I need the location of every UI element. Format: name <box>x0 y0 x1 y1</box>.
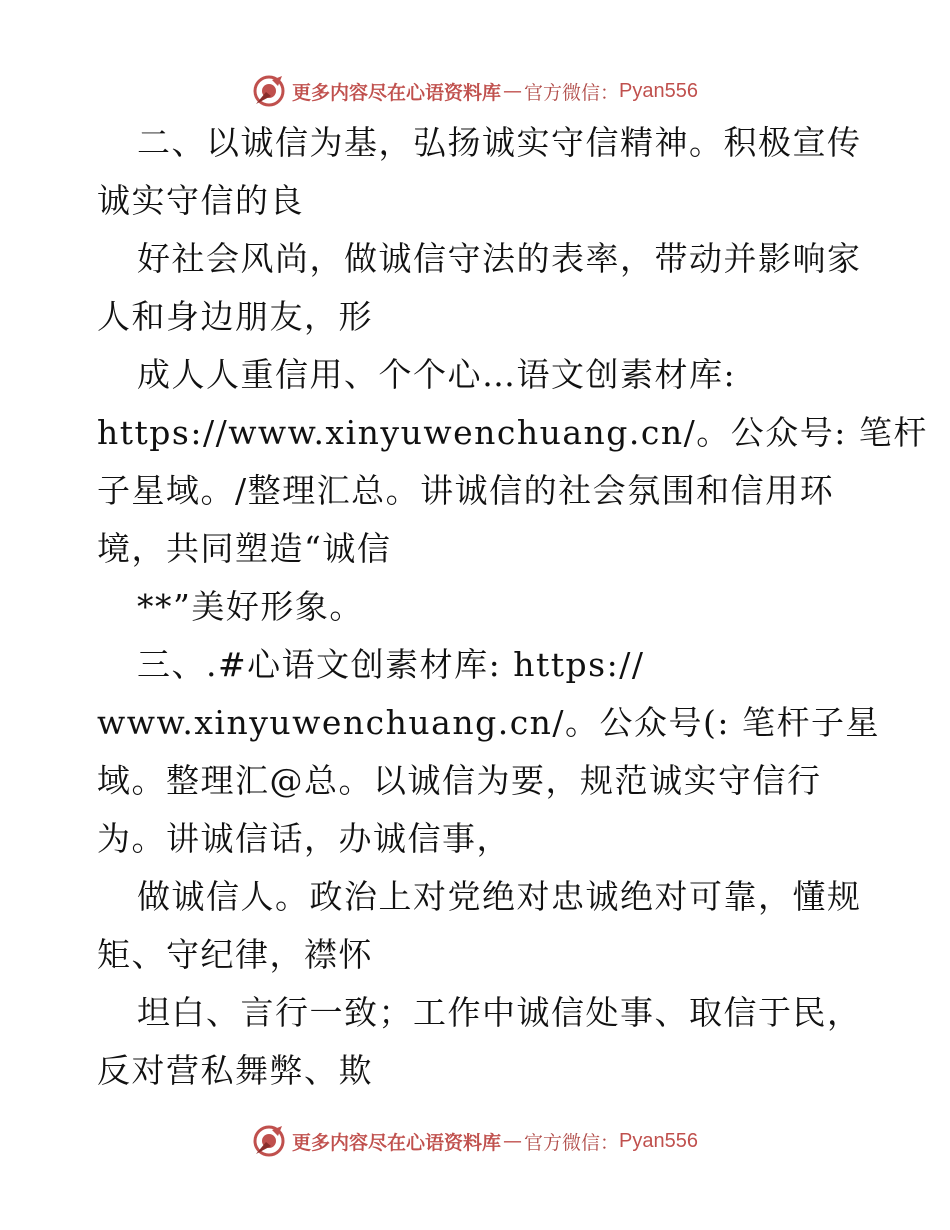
banner-wechat-handle: Pyan556 <box>619 79 698 102</box>
logo-icon <box>252 74 286 108</box>
text-line: 境，共同塑造“诚信 <box>97 529 392 568</box>
text-line: 好社会风尚，做诚信守法的表率，带动并影响家 <box>137 239 862 278</box>
text-line: 二、以诚信为基，弘扬诚实守信精神。积极宣传 <box>137 123 862 162</box>
text-line: **”美好形象。 <box>137 587 364 626</box>
text-line: https://www.xinyuwenchuang.cn/。公众号: 笔杆 <box>97 413 928 452</box>
text-line: 诚实守信的良 <box>97 181 304 220</box>
banner-text: 更多内容尽在心语资料库 <box>292 1131 502 1154</box>
footer-banner <box>0 1121 950 1161</box>
text-line: 三、.#心语文创素材库: https:// <box>137 645 645 684</box>
header-banner <box>0 71 950 111</box>
text-line: 域。整理汇@总。以诚信为要，规范诚实守信行 <box>97 761 822 800</box>
text-line: 成人人重信用、个个心…语文创素材库: <box>137 355 737 394</box>
text-line: 做诚信人。政治上对党绝对忠诚绝对可靠，懂规 <box>137 877 862 916</box>
text-line: 矩、守纪律，襟怀 <box>97 935 373 974</box>
text-line: 子星域。/整理汇总。讲诚信的社会氛围和信用环 <box>97 471 835 510</box>
banner-wechat-label: 官方微信： <box>524 81 620 104</box>
banner-wechat-label: 官方微信： <box>524 1131 620 1154</box>
text-line: 反对营私舞弊、欺 <box>97 1051 373 1090</box>
text-line: www.xinyuwenchuang.cn/。公众号(: 笔杆子星 <box>97 703 881 742</box>
banner-text: 更多内容尽在心语资料库 <box>292 81 502 104</box>
logo-icon <box>252 1124 286 1158</box>
banner-wechat-handle: Pyan556 <box>619 1129 698 1152</box>
text-line: 坦白、言行一致；工作中诚信处事、取信于民， <box>137 993 862 1032</box>
text-line: 为。讲诚信话，办诚信事， <box>97 819 511 858</box>
text-line: 人和身边朋友，形 <box>97 297 373 336</box>
banner-dash: — <box>503 1130 523 1152</box>
banner-dash: — <box>503 80 523 102</box>
